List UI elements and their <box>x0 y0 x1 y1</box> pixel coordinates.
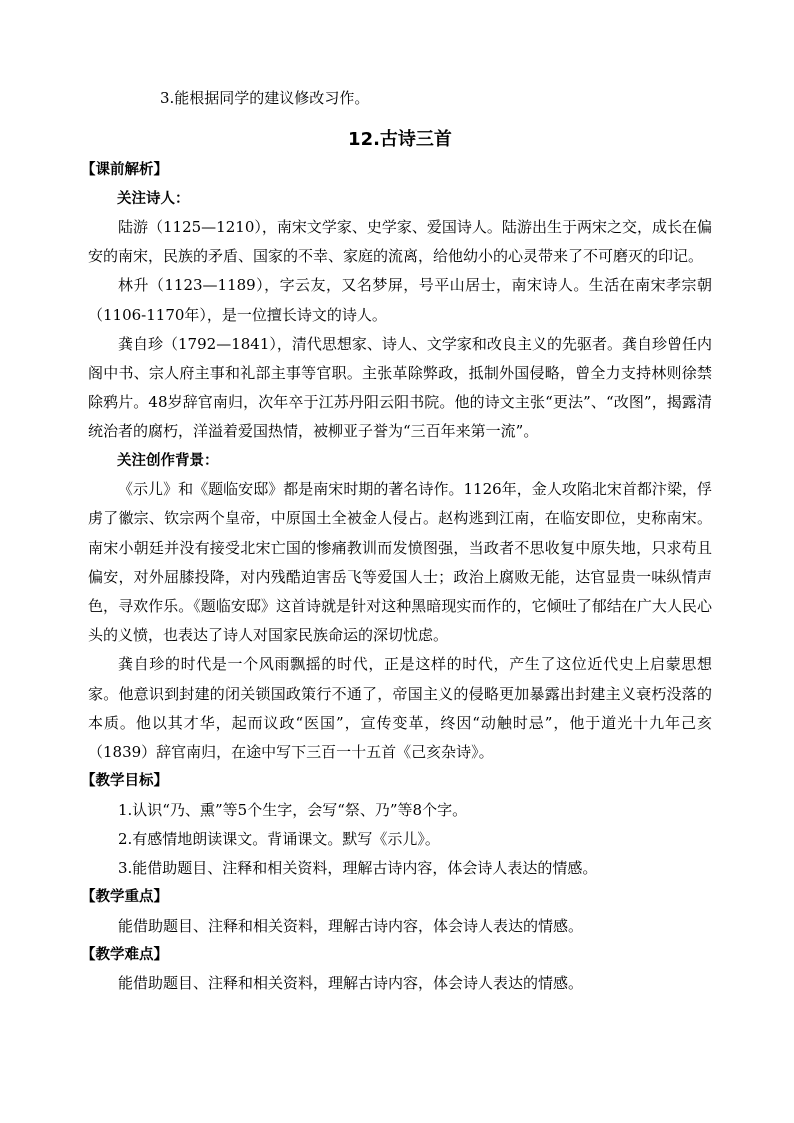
poet-paragraph-lu-you: 陆游（1125—1210），南宋文学家、史学家、爱国诗人。陆游出生于两宋之交，成长在偏安的南宋，民族的矛盾、国家的不幸、家庭的流离，给他幼小的心灵带来了不可磨灭的印记。 <box>88 218 712 266</box>
difficulties-heading: 【教学难点】 <box>81 946 168 963</box>
pre-analysis-heading: 【课前解析】 <box>81 162 168 178</box>
lesson-title: 12.古诗三首 <box>348 129 452 150</box>
poet-paragraph-gong-zizhen: 龚自珍（1792—1841），清代思想家、诗人、文学家和改良主义的先驱者。龚自珍曾任内阁中书、宗人府主事和礼部主事等官职。主张革除弊政，抵制外国侵略，曾全力支持林则徐禁除鸦片。48岁辞官南归，次年卒于江苏丹阳云阳书院。他的诗文主张“更法”、“改图”，揭露清统治者的腐朽，洋溢着爱国热情，被柳亚子誉为“三百年来第一流”。 <box>88 334 712 441</box>
teaching-goals-heading: 【教学目标】 <box>81 773 168 790</box>
poet-paragraph-lin-sheng: 林升（1123—1189），字云友，又名梦屏，号平山居士，南宋诗人。生活在南宋孝宗朝（1106-1170年），是一位擅长诗文的诗人。 <box>88 276 712 324</box>
difficulties-text: 能借助题目、注释和相关资料，理解古诗内容，体会诗人表达的情感。 <box>118 974 584 993</box>
poets-heading: 关注诗人： <box>117 190 190 207</box>
previous-goal-line: 3.能根据同学的建议修改习作。 <box>160 89 370 107</box>
background-paragraph-gong-zizhen: 龚自珍的时代是一个风雨飘摇的时代，正是这样的时代，产生了这位近代史上启蒙思想家。他意识到封建的闭关锁国政策行不通了，帝国主义的侵略更加暴露出封建主义衰朽没落的本质。他以其才华，起而议政“医国”，宣传变革，终因“动触时忌”，他于道光十九年己亥（1839）辞官南归，在途中写下三百一十五首《己亥杂诗》。 <box>88 655 712 761</box>
teaching-goal-item: 2.有感情地朗读课文。背诵课文。默写《示儿》。 <box>118 829 440 848</box>
key-points-text: 能借助题目、注释和相关资料，理解古诗内容，体会诗人表达的情感。 <box>118 916 584 935</box>
teaching-goal-item: 3.能借助题目、注释和相关资料，理解古诗内容，体会诗人表达的情感。 <box>118 859 598 878</box>
background-paragraph-southern-song: 《示儿》和《题临安邸》都是南宋时期的著名诗作。1126年，金人攻陷北宋首都汴梁，俘虏了徽宗、钦宗两个皇帝，中原国土全被金人侵占。赵构逃到江南，在临安即位，史称南宋。南宋小朝廷并没有接受北宋亡国的惨痛教训而发愤图强，当政者不思收复中原失地，只求苟且偏安，对外屈膝投降，对内残酷迫害岳飞等爱国人士；政治上腐败无能，达官显贵一味纵情声色，寻欢作乐。《题临安邸》这首诗就是针对这种黑暗现实而作的，它倾吐了郁结在广大人民心头的义愤，也表达了诗人对国家民族命运的深切忧虑。 <box>88 480 712 645</box>
background-heading: 关注创作背景： <box>117 452 219 469</box>
key-points-heading: 【教学重点】 <box>81 889 168 906</box>
teaching-goal-item: 1.认识“乃、熏”等5个生字，会写“祭、乃”等8个字。 <box>118 800 468 819</box>
